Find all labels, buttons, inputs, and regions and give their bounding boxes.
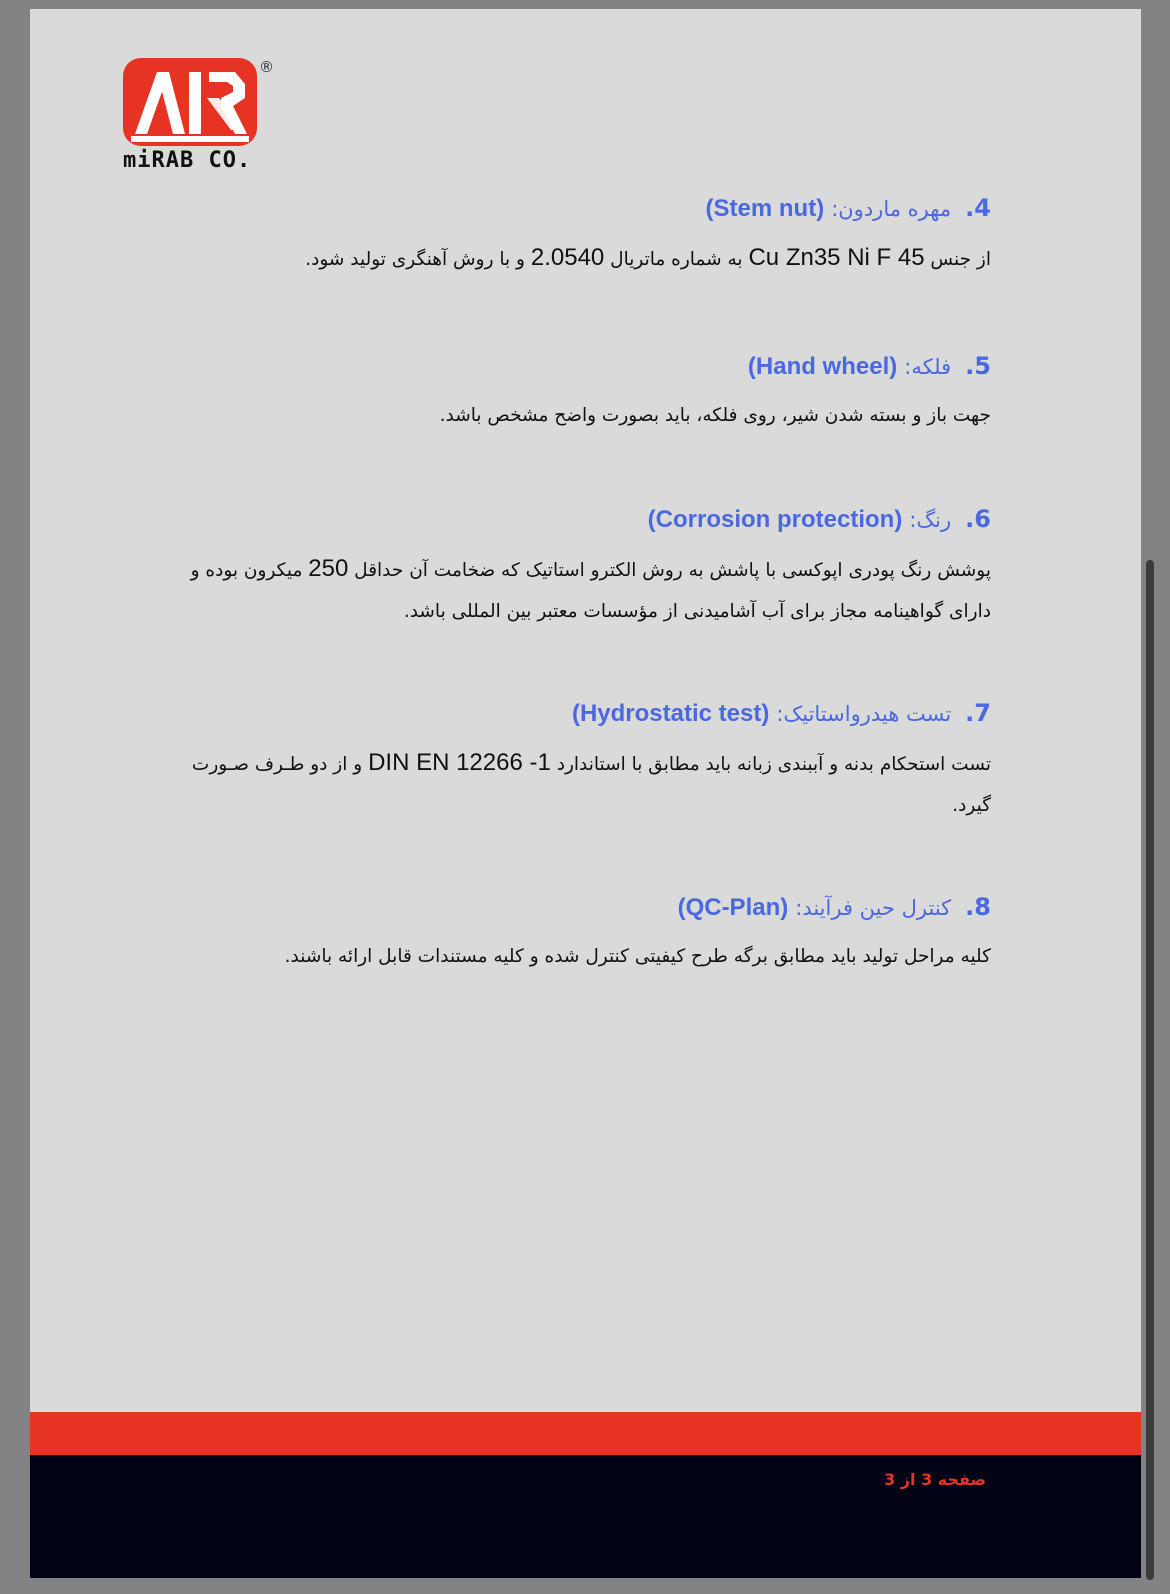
- section-title-fa: رنگ:: [909, 508, 952, 532]
- section-title-fa: کنترل حین فرآیند:: [795, 896, 952, 920]
- section-number: 5.: [965, 352, 991, 380]
- section-hydrostatic-test: [151, 698, 991, 826]
- persian-text: به شماره ماتریال: [604, 249, 749, 270]
- footer-red-band: [30, 1412, 1141, 1455]
- persian-text: پوشش رنگ پودری اپوکسی با پاشش به روش الکترو استاتیک که ضخامت آن حداقل: [348, 560, 991, 581]
- section-number: 4.: [965, 194, 991, 222]
- section-heading: [151, 892, 991, 924]
- persian-text: میکرون بوده و دارای گواهینامه مجاز برای آب آشامیدنی از مؤسسات معتبر بین المللی باشد.: [190, 560, 991, 622]
- section-body: [151, 742, 991, 826]
- vertical-scrollbar[interactable]: [1146, 560, 1154, 1580]
- section-title-fa: فلکه:: [904, 355, 952, 379]
- persian-text: جهت باز و بسته شدن شیر، روی فلکه، باید بصورت واضح مشخص باشد.: [439, 405, 991, 426]
- persian-text: کلیه مراحل تولید باید مطابق برگه طرح کیفیتی کنترل شده و کلیه مستندات قابل ارائه باشند.: [284, 946, 991, 967]
- persian-text: از جنس: [924, 249, 991, 270]
- section-heading: [151, 193, 991, 225]
- logo-mark-icon: [123, 58, 257, 146]
- section-title-en: (Hand wheel): [747, 353, 898, 380]
- section-title-en: (QC-Plan): [677, 894, 789, 921]
- document-page: [30, 9, 1141, 1578]
- company-name: miRAB CO.: [123, 148, 252, 173]
- page-number: صفحه 3 از 3: [884, 1470, 986, 1489]
- company-logo: [123, 58, 283, 188]
- section-stem-nut: [151, 193, 991, 280]
- section-body: [151, 237, 991, 280]
- section-title-fa: مهره ماردون:: [831, 197, 952, 221]
- logo-mark: [123, 58, 257, 146]
- latin-term: DIN EN 12266 -1: [368, 749, 551, 776]
- section-title-en: (Stem nut): [705, 195, 825, 222]
- section-corrosion-protection: [151, 504, 991, 632]
- section-body: [151, 936, 991, 977]
- latin-term: Cu Zn35 Ni F 45: [748, 244, 925, 271]
- section-hand-wheel: [151, 351, 991, 436]
- section-title-en: (Hydrostatic test): [571, 700, 770, 727]
- persian-text: و با روش آهنگری تولید شود.: [305, 249, 531, 270]
- section-title-fa: تست هیدرواستاتیک:: [776, 702, 952, 726]
- section-heading: [151, 504, 991, 536]
- latin-term: 2.0540: [530, 244, 605, 271]
- section-title-en: (Corrosion protection): [647, 506, 903, 533]
- section-number: 6.: [965, 505, 991, 533]
- persian-text: تست استحکام بدنه و آببندی زبانه باید مطابق با استاندارد: [550, 754, 991, 775]
- section-heading: [151, 351, 991, 383]
- persian-text: و از دو طـرف صـورت گیرد.: [191, 754, 991, 816]
- section-qc-plan: [151, 892, 991, 977]
- section-body: [151, 395, 991, 436]
- section-number: 8.: [965, 893, 991, 921]
- latin-term: 250: [308, 555, 349, 582]
- section-heading: [151, 698, 991, 730]
- section-body: [151, 548, 991, 632]
- registered-mark: ®: [259, 58, 274, 76]
- section-number: 7.: [965, 699, 991, 727]
